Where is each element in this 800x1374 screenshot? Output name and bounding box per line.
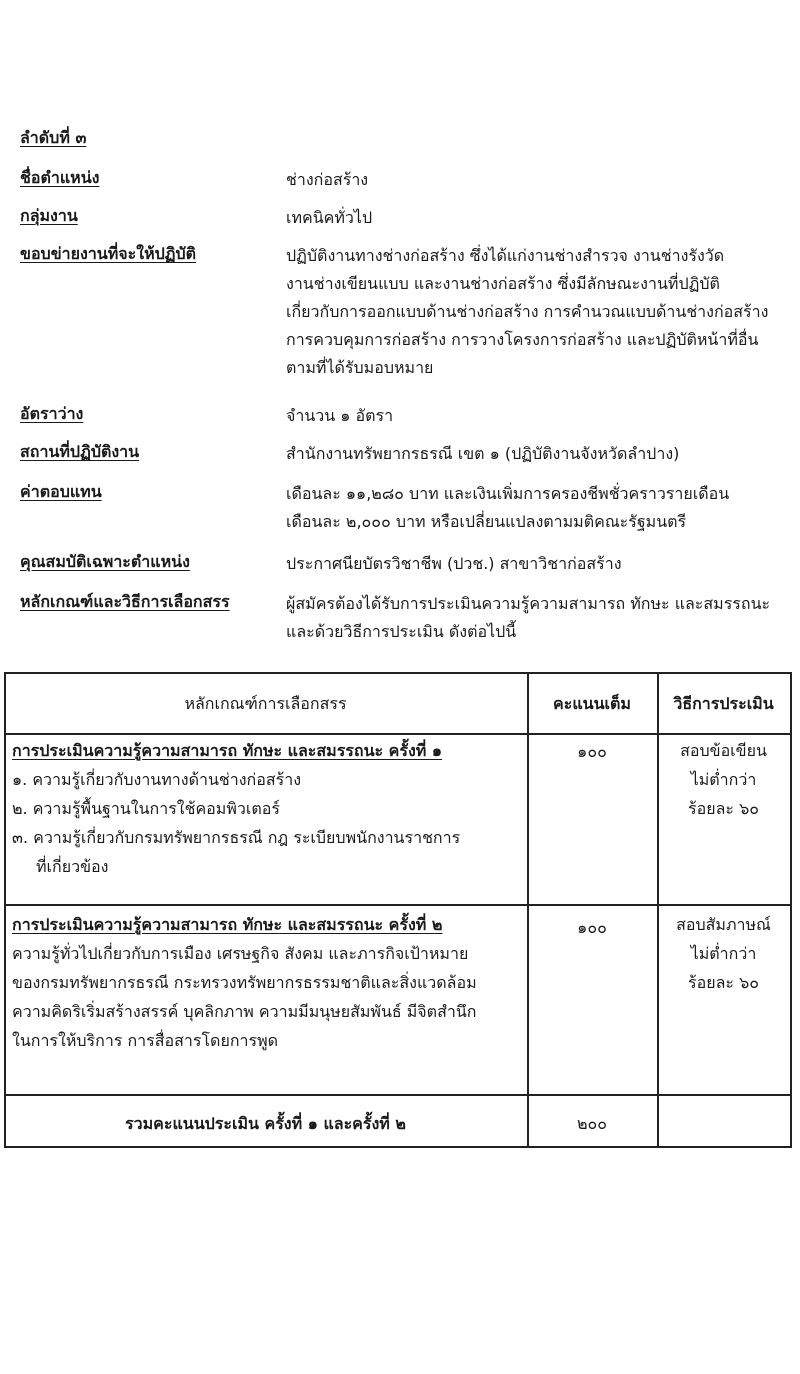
value-line: ประกาศนียบัตรวิชาชีพ (ปวช.) สาขาวิชาก่อสร้าง xyxy=(286,554,622,573)
value-line: จำนวน ๑ อัตรา xyxy=(286,406,394,425)
value-line: และด้วยวิธีการประเมิน ดังต่อไปนี้ xyxy=(286,622,517,641)
workplace-value xyxy=(286,440,776,468)
position-name-label: ชื่อตำแหน่ง xyxy=(20,168,100,187)
position-name-value xyxy=(286,166,776,194)
table-border xyxy=(4,1146,792,1148)
value-line: ปฏิบัติงานทางช่างก่อสร้าง ซึ่งได้แก่งานช่างสำรวจ งานช่างรังวัด xyxy=(286,246,725,265)
workplace-label: สถานที่ปฏิบัติงาน xyxy=(20,442,140,461)
value-line: เทคนิคทั่วไป xyxy=(286,208,373,227)
round-2-method xyxy=(657,910,790,997)
work-group-value xyxy=(286,204,776,232)
header-full-score: คะแนนเต็ม xyxy=(553,694,631,713)
total-score: ๒๐๐ xyxy=(576,1114,608,1133)
criteria-table xyxy=(4,672,792,1148)
selection-criteria-label: หลักเกณฑ์และวิธีการเลือกสรร xyxy=(20,592,230,611)
value-line: เดือนละ ๒,๐๐๐ บาท หรือเปลี่ยนแปลงตามมติคณะรัฐมนตรี xyxy=(286,512,687,531)
sequence-label: ลำดับที่ ๓ xyxy=(20,128,87,147)
header-assessment-method: วิธีการประเมิน xyxy=(673,694,774,713)
compensation-label: ค่าตอบแทน xyxy=(20,482,102,501)
round-1-method xyxy=(657,736,790,823)
vacancy-value xyxy=(286,402,776,430)
table-border xyxy=(4,1094,792,1096)
table-border xyxy=(790,672,792,1148)
table-border xyxy=(4,672,6,1148)
scope-of-work-label: ขอบข่ายงานที่จะให้ปฏิบัติ xyxy=(20,244,197,263)
table-border xyxy=(4,904,792,906)
table-border xyxy=(4,733,792,735)
value-line: สำนักงานทรัพยากรธรณี เขต ๑ (ปฏิบัติงานจังหวัดลำปาง) xyxy=(286,444,680,463)
method-line: ไม่ต่ำกว่า xyxy=(690,770,757,789)
header-criteria: หลักเกณฑ์การเลือกสรร xyxy=(184,694,347,713)
value-line: การควบคุมการก่อสร้าง การวางโครงการก่อสร้าง และปฏิบัติหน้าที่อื่น xyxy=(286,330,759,349)
round-2-score: ๑๐๐ xyxy=(577,918,607,937)
criteria-item: ความคิดริเริ่มสร้างสรรค์ บุคลิกภาพ ความมีมนุษยสัมพันธ์ มีจิตสำนึก xyxy=(12,1002,477,1021)
criteria-item: ที่เกี่ยวข้อง xyxy=(36,857,109,876)
criteria-item: ๑. ความรู้เกี่ยวกับงานทางด้านช่างก่อสร้าง xyxy=(12,770,301,789)
round-1-title: การประเมินความรู้ความสามารถ ทักษะ และสมรรถนะ ครั้งที่ ๑ xyxy=(12,741,443,760)
method-line: สอบข้อเขียน xyxy=(680,741,767,760)
qualifications-label: คุณสมบัติเฉพาะตำแหน่ง xyxy=(20,552,190,571)
criteria-item: ความรู้ทั่วไปเกี่ยวกับการเมือง เศรษฐกิจ สังคม และภารกิจเป้าหมาย xyxy=(12,944,469,963)
method-line: ร้อยละ ๖๐ xyxy=(688,799,759,818)
value-line: เกี่ยวกับการออกแบบด้านช่างก่อสร้าง การคำนวณแบบด้านช่างก่อสร้าง xyxy=(286,302,769,321)
method-line: สอบสัมภาษณ์ xyxy=(676,915,771,934)
work-group-label: กลุ่มงาน xyxy=(20,206,78,225)
selection-criteria-value xyxy=(286,590,776,646)
criteria-item: ๓. ความรู้เกี่ยวกับกรมทรัพยากรธรณี กฎ ระเบียบพนักงานราชการ xyxy=(12,828,461,847)
value-line: ผู้สมัครต้องได้รับการประเมินความรู้ความสามารถ ทักษะ และสมรรถนะ xyxy=(286,594,771,613)
method-line: ไม่ต่ำกว่า xyxy=(690,944,757,963)
round-1-score: ๑๐๐ xyxy=(577,742,607,761)
criteria-item: ในการให้บริการ การสื่อสารโดยการพูด xyxy=(12,1031,279,1050)
qualifications-value xyxy=(286,550,776,578)
total-label: รวมคะแนนประเมิน ครั้งที่ ๑ และครั้งที่ ๒ xyxy=(125,1114,406,1133)
vacancy-label: อัตราว่าง xyxy=(20,404,84,423)
compensation-value xyxy=(286,480,776,536)
value-line: เดือนละ ๑๑,๒๘๐ บาท และเงินเพิ่มการครองชีพชั่วคราวรายเดือน xyxy=(286,484,730,503)
scope-of-work-value xyxy=(286,242,776,382)
round-2-title: การประเมินความรู้ความสามารถ ทักษะ และสมรรถนะ ครั้งที่ ๒ xyxy=(12,915,443,934)
criteria-item: ๒. ความรู้พื้นฐานในการใช้คอมพิวเตอร์ xyxy=(12,799,280,818)
value-line: งานช่างเขียนแบบ และงานช่างก่อสร้าง ซึ่งมีลักษณะงานที่ปฏิบัติ xyxy=(286,274,720,293)
value-line: ช่างก่อสร้าง xyxy=(286,170,369,189)
method-line: ร้อยละ ๖๐ xyxy=(688,973,759,992)
value-line: ตามที่ได้รับมอบหมาย xyxy=(286,358,434,377)
table-row xyxy=(12,910,524,1055)
table-row xyxy=(12,736,524,881)
table-border xyxy=(4,672,792,674)
criteria-item: ของกรมทรัพยากรธรณี กระทรวงทรัพยากรธรรมชาติและสิ่งแวดล้อม xyxy=(12,973,477,992)
